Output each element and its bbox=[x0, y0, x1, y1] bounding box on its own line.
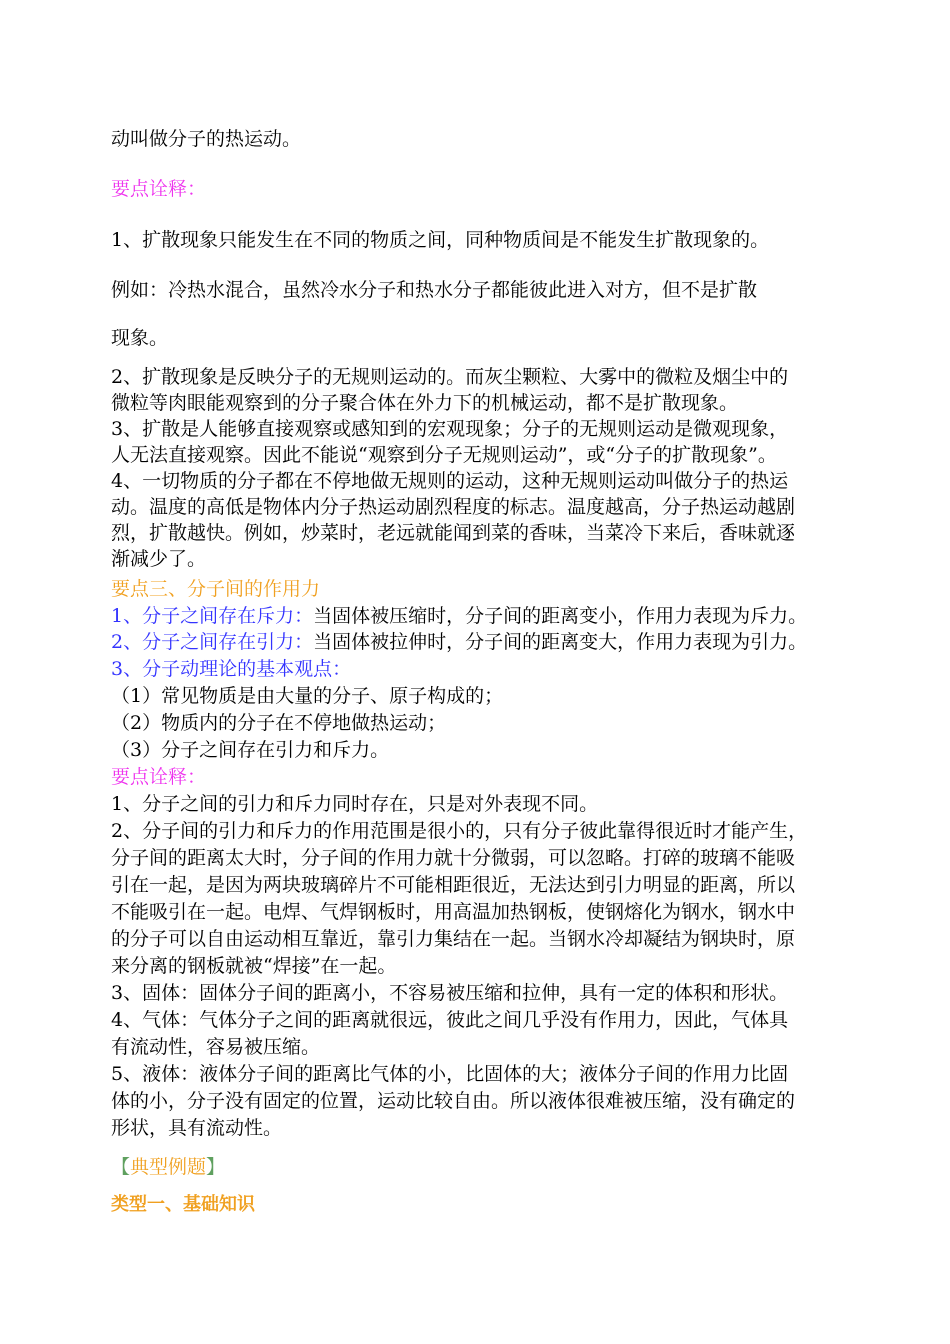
paragraph-point-1: 1、扩散现象只能发生在不同的物质之间，同种物质间是不能发生扩散现象的。 bbox=[111, 229, 770, 251]
basic-view-2: （2）物质内的分子在不停地做热运动； bbox=[111, 712, 447, 734]
paragraph-example: 例如：冷热水混合，虽然冷水分子和热水分子都能彼此进入对方，但不是扩散 bbox=[111, 279, 758, 301]
basic-view-3: （3）分子之间存在引力和斥力。 bbox=[111, 739, 390, 761]
force-item-attraction-text: 当固体被拉伸时，分子间的距离变大，作用力表现为引力。 bbox=[313, 631, 808, 653]
paragraph-point-2-line-1: 2、扩散现象是反映分子的无规则运动的。而灰尘颗粒、大雾中的微粒及烟尘中的 bbox=[111, 366, 789, 388]
section-heading-key-points: 要点诠释： bbox=[111, 178, 207, 200]
note-2-line-3: 引在一起，是因为两块玻璃碎片不可能相距很近，无法达到引力明显的距离，所以 bbox=[111, 874, 796, 896]
basic-view-1: （1）常见物质是由大量的分子、原子构成的； bbox=[111, 685, 504, 707]
note-5-liquid-line-2: 体的小，分子没有固定的位置，运动比较自由。所以液体很难被压缩，没有确定的 bbox=[111, 1090, 796, 1112]
section-heading-key-points-2: 要点诠释： bbox=[111, 766, 207, 788]
force-item-attraction-label: 2、分子之间存在引力： bbox=[111, 631, 314, 653]
bracket-open: 【 bbox=[111, 1156, 131, 1178]
paragraph-point-2-line-2: 微粒等肉眼能观察到的分子聚合体在外力下的机械运动，都不是扩散现象。 bbox=[111, 392, 739, 414]
section-heading-intermolecular-forces: 要点三、分子间的作用力 bbox=[111, 578, 321, 600]
paragraph-point-4-line-1: 4、一切物质的分子都在不停地做无规则的运动，这种无规则运动叫做分子的热运 bbox=[111, 470, 789, 492]
note-2-line-5: 的分子可以自由运动相互靠近，靠引力集结在一起。当钢水冷却凝结为钢块时，原 bbox=[111, 928, 796, 950]
note-5-liquid-line-3: 形状，具有流动性。 bbox=[111, 1117, 283, 1139]
note-2-line-6: 来分离的钢板就被“焊接”在一起。 bbox=[111, 955, 397, 977]
paragraph-point-4-line-4: 渐减少了。 bbox=[111, 548, 207, 570]
force-item-repulsion-label: 1、分子之间存在斥力： bbox=[111, 605, 314, 627]
paragraph-point-3-line-1: 3、扩散是人能够直接观察或感知到的宏观现象；分子的无规则运动是微观现象， bbox=[111, 418, 789, 440]
force-item-repulsion bbox=[111, 603, 807, 629]
paragraph-point-3-line-2: 人无法直接观察。因此不能说“观察到分子无规则运动”，或“分子的扩散现象”。 bbox=[111, 444, 777, 466]
paragraph-continuation: 动叫做分子的热运动。 bbox=[111, 128, 302, 150]
note-3-solid: 3、固体：固体分子间的距离小，不容易被压缩和拉伸，具有一定的体积和形状。 bbox=[111, 982, 789, 1004]
typical-examples-title: 典型例题 bbox=[130, 1156, 207, 1178]
force-item-attraction bbox=[111, 629, 807, 655]
note-2-line-4: 不能吸引在一起。电焊、气焊钢板时，用高温加热钢板，使钢熔化为钢水，钢水中 bbox=[111, 901, 796, 923]
section-heading-typical-examples bbox=[111, 1154, 225, 1180]
subheading-type-1-basic-knowledge: 类型一、基础知识 bbox=[111, 1194, 255, 1215]
note-2-line-2: 分子间的距离太大时，分子间的作用力就十分微弱，可以忽略。打碎的玻璃不能吸 bbox=[111, 847, 796, 869]
note-2-line-1: 2、分子间的引力和斥力的作用范围是很小的，只有分子彼此靠得很近时才能产生， bbox=[111, 820, 808, 842]
note-5-liquid-line-1: 5、液体：液体分子间的距离比气体的小，比固体的大；液体分子间的作用力比固 bbox=[111, 1063, 789, 1085]
paragraph-point-4-line-3: 烈，扩散越快。例如，炒菜时，老远就能闻到菜的香味，当菜冷下来后，香味就逐 bbox=[111, 522, 796, 544]
note-4-gas-line-1: 4、气体：气体分子之间的距离就很远，彼此之间几乎没有作用力，因此，气体具 bbox=[111, 1009, 789, 1031]
bracket-close: 】 bbox=[206, 1156, 226, 1178]
force-item-repulsion-text: 当固体被压缩时，分子间的距离变小，作用力表现为斥力。 bbox=[313, 605, 808, 627]
paragraph-point-4-line-2: 动。温度的高低是物体内分子热运动剧烈程度的标志。温度越高，分子热运动越剧 bbox=[111, 496, 796, 518]
force-item-basic-views: 3、分子动理论的基本观点： bbox=[111, 658, 352, 680]
note-4-gas-line-2: 有流动性，容易被压缩。 bbox=[111, 1036, 321, 1058]
note-1: 1、分子之间的引力和斥力同时存在，只是对外表现不同。 bbox=[111, 793, 599, 815]
paragraph-example-end: 现象。 bbox=[111, 327, 169, 349]
